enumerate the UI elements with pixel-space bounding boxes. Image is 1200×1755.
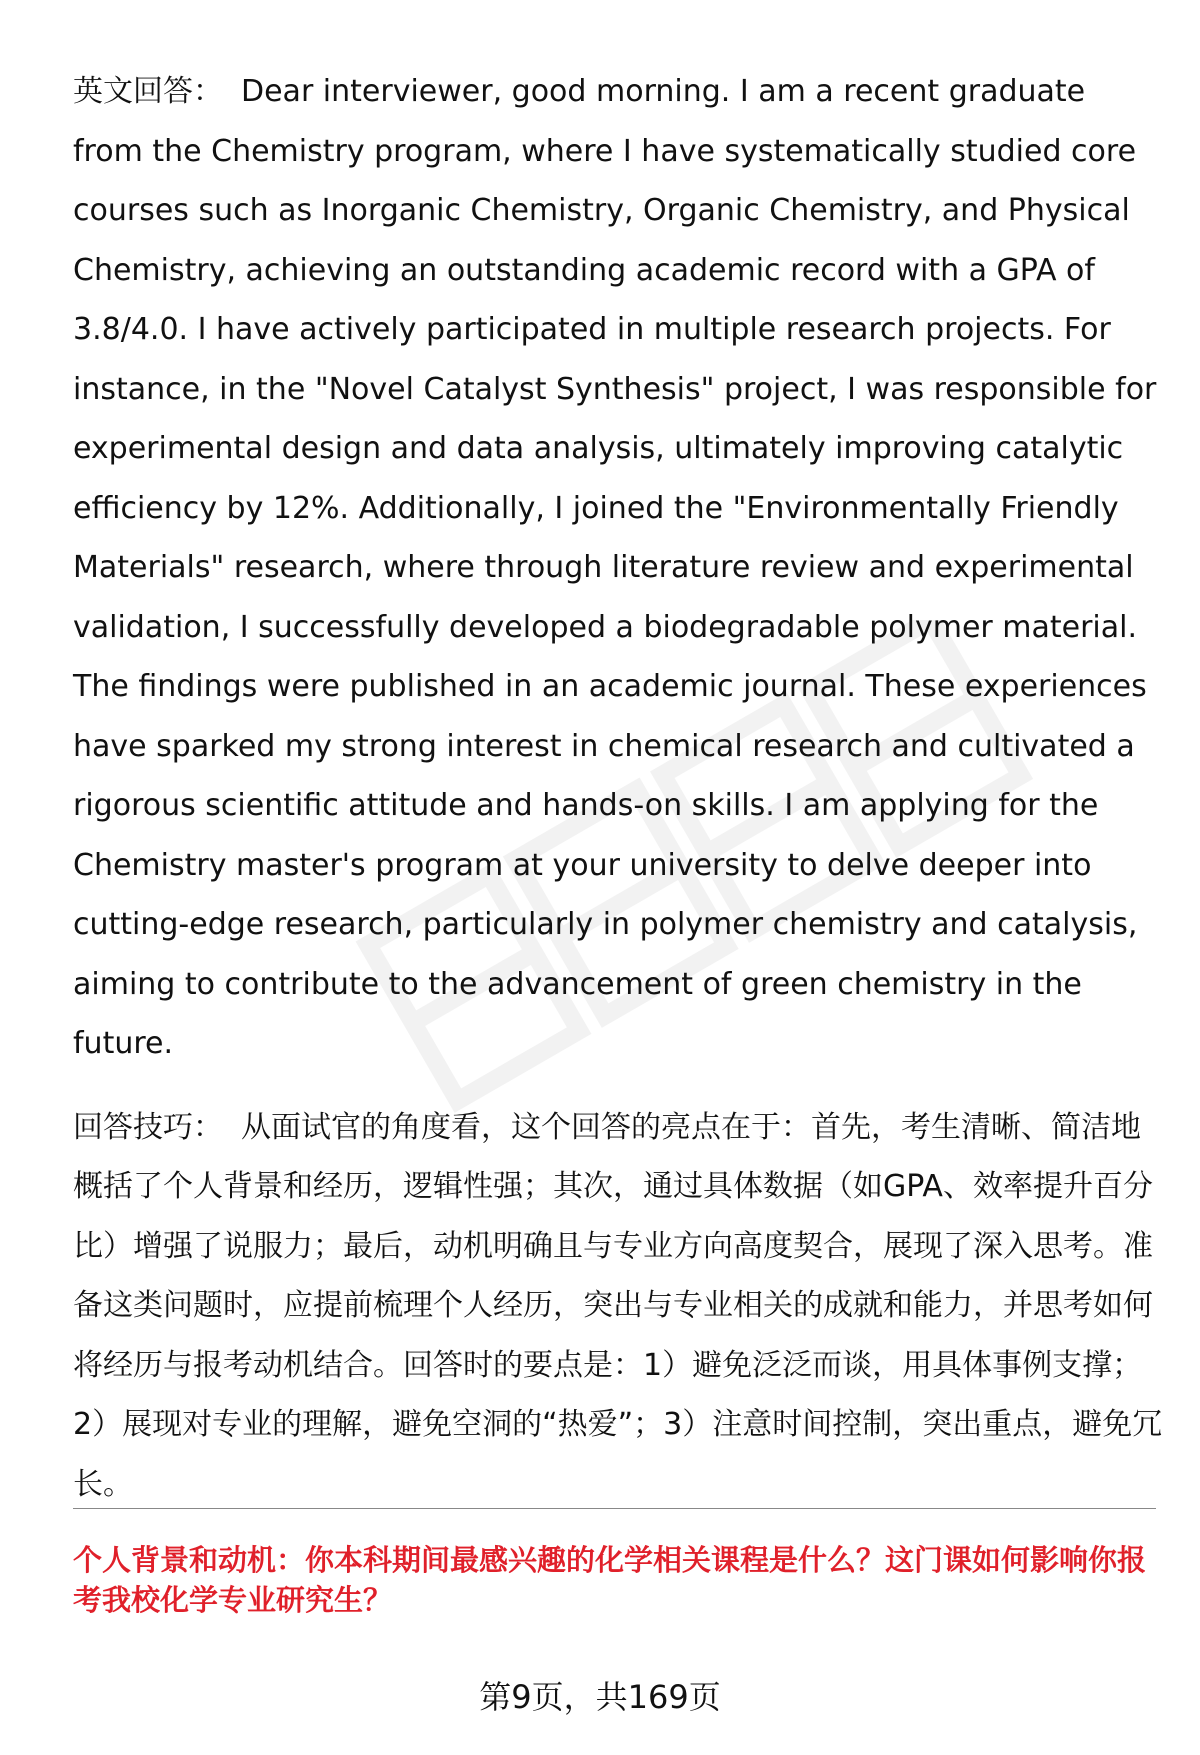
answer-tips-text: 从面试官的角度看，这个回答的亮点在于：首先，考生清晰、简洁地概括了个人背景和经历，逻辑性强；其次，通过具体数据（如GPA、效率提升百分比）增强了说服力；最后，动机明确且与专业方向高度契合，展现了深入思考。准备这类问题时，应提前梳理个人经历，突出与专业相关的成就和能力，并思考如何将经历与报考动机结合。回答时的要点是：1）避免泛泛而谈，用具体事例支撑；2）展现对专业的理解，避免空洞的“热爱”；3）注意时间控制，突出重点，避免冗长。 bbox=[73, 1109, 1163, 1502]
section-divider bbox=[73, 1508, 1156, 1509]
answer-tips-paragraph bbox=[73, 1098, 1163, 1515]
english-answer-label: 英文回答： bbox=[73, 74, 223, 109]
page-number-footer: 第9页，共169页 bbox=[479, 1678, 721, 1716]
english-answer-text: Dear interviewer, good morning. I am a recent graduate from the Chemistry program, where I have systematically studied core courses such as Inorganic Chemistry, Organic Chemistry, and Physical Chemistry, achieving an outstanding academic record with a GPA of 3.8/4.0. I have actively participated in multiple research projects. For instance, in the "Novel Catalyst Synthesis" project, I was responsible for experimental design and data analysis, ultimately improving catalytic efficiency by 12%. Additionally, I joined the "Environmentally Friendly Materials" research, where through literature review and experimental validation, I successfully developed a biodegradable polymer material. The findings were published in an academic journal. These experiences have sparked my strong interest in chemical research and cultivated a rigorous scientific attitude and hands-on skills. I am applying for the Chemistry master's program at your university to delve deeper into cutting-edge research, particularly in polymer chemistry and catalysis, aiming to contribute to the advancement of green chemistry in the future. bbox=[73, 74, 1157, 1061]
main-content bbox=[73, 62, 1163, 1514]
english-answer-paragraph bbox=[73, 62, 1163, 1074]
next-question-heading: 个人背景和动机：你本科期间最感兴趣的化学相关课程是什么？这门课如何影响你报考我校化学专业研究生？ bbox=[73, 1543, 1147, 1617]
answer-tips-label: 回答技巧： bbox=[73, 1109, 223, 1145]
